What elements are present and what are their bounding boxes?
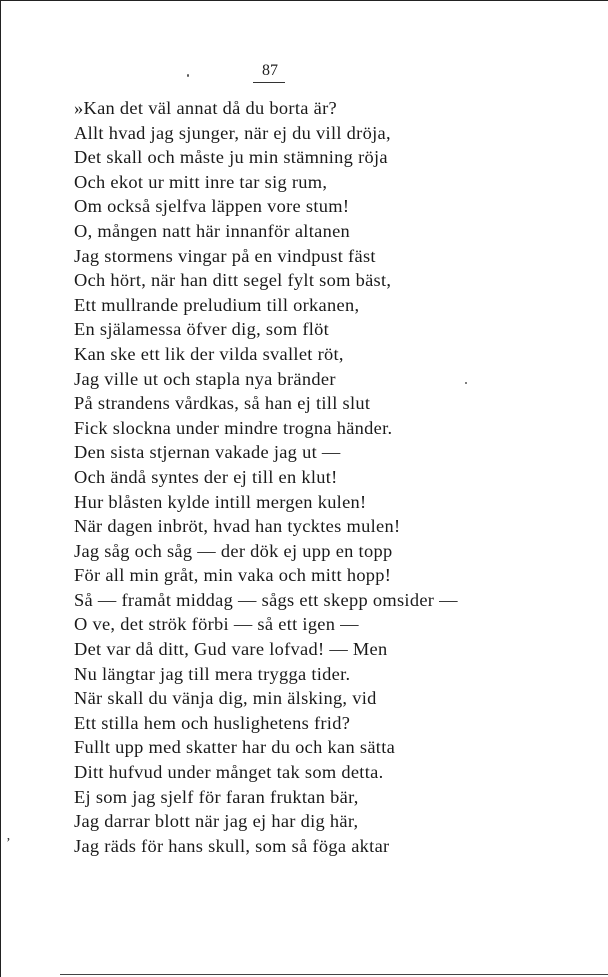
poem-line: Fullt upp med skatter har du och kan sätta bbox=[74, 737, 396, 758]
poem-line: Allt hvad jag sjunger, när ej du vill dröja, bbox=[74, 122, 391, 143]
poem-line: Och hört, när han ditt segel fylt som bäst, bbox=[74, 270, 392, 291]
poem-line: Och ändå syntes der ej till en klut! bbox=[74, 466, 338, 487]
poem-line: Så — framåt middag — sågs ett skepp omsider — bbox=[74, 589, 458, 610]
poem-line: Om också sjelfva läppen vore stum! bbox=[74, 196, 350, 217]
page-border-top bbox=[0, 0, 608, 1]
poem-line: O ve, det strök förbi — så ett igen — bbox=[74, 614, 359, 635]
poem-line: Kan ske ett lik der vilda svallet röt, bbox=[74, 343, 344, 364]
poem-line: Ditt hufvud under månget tak som detta. bbox=[74, 762, 384, 783]
poem-line: Jag stormens vingar på en vindpust fäst bbox=[74, 245, 376, 266]
ink-speck bbox=[187, 74, 189, 77]
poem-line: Jag ville ut och stapla nya bränder bbox=[74, 368, 336, 389]
poem-line: Jag darrar blott när jag ej har dig här, bbox=[74, 811, 359, 832]
poem-line: Och ekot ur mitt inre tar sig rum, bbox=[74, 171, 328, 192]
page-number-underline bbox=[253, 82, 285, 83]
poem-line: När dagen inbröt, hvad han tycktes mulen! bbox=[74, 516, 401, 537]
poem-line: Den sista stjernan vakade jag ut — bbox=[74, 442, 341, 463]
poem-line: Ett stilla hem och huslighetens frid? bbox=[74, 712, 351, 733]
margin-mark: ʼ bbox=[6, 836, 11, 851]
page-number: 87 bbox=[262, 62, 278, 79]
poem-line: För all min gråt, min vaka och mitt hopp! bbox=[74, 565, 392, 586]
poem-line: O, mången natt här innanför altanen bbox=[74, 220, 351, 241]
poem-line: Hur blåsten kylde intill mergen kulen! bbox=[74, 491, 367, 512]
poem-line: Ej som jag sjelf för faran fruktan bär, bbox=[74, 786, 359, 807]
poem-line: Jag såg och såg — der dök ej upp en topp bbox=[74, 540, 393, 561]
poem-text bbox=[74, 96, 504, 858]
page-border-bottom bbox=[60, 974, 608, 975]
poem-line: Fick slockna under mindre trogna händer. bbox=[74, 417, 393, 438]
poem-line: Jag räds för hans skull, som så föga aktar bbox=[74, 835, 390, 856]
poem-line: Nu längtar jag till mera trygga tider. bbox=[74, 663, 351, 684]
poem-line: Det var då ditt, Gud vare lofvad! — Men bbox=[74, 639, 388, 660]
poem-line: När skall du vänja dig, min älsking, vid bbox=[74, 688, 377, 709]
page-border-left bbox=[0, 0, 1, 977]
poem-line: Ett mullrande preludium till orkanen, bbox=[74, 294, 360, 315]
poem-line: »Kan det väl annat då du borta är? bbox=[74, 98, 337, 118]
poem-line: En själamessa öfver dig, som flöt bbox=[74, 319, 330, 340]
poem-line: På strandens vårdkas, så han ej till slut bbox=[74, 393, 371, 414]
poem-line: Det skall och måste ju min stämning röja bbox=[74, 147, 388, 168]
